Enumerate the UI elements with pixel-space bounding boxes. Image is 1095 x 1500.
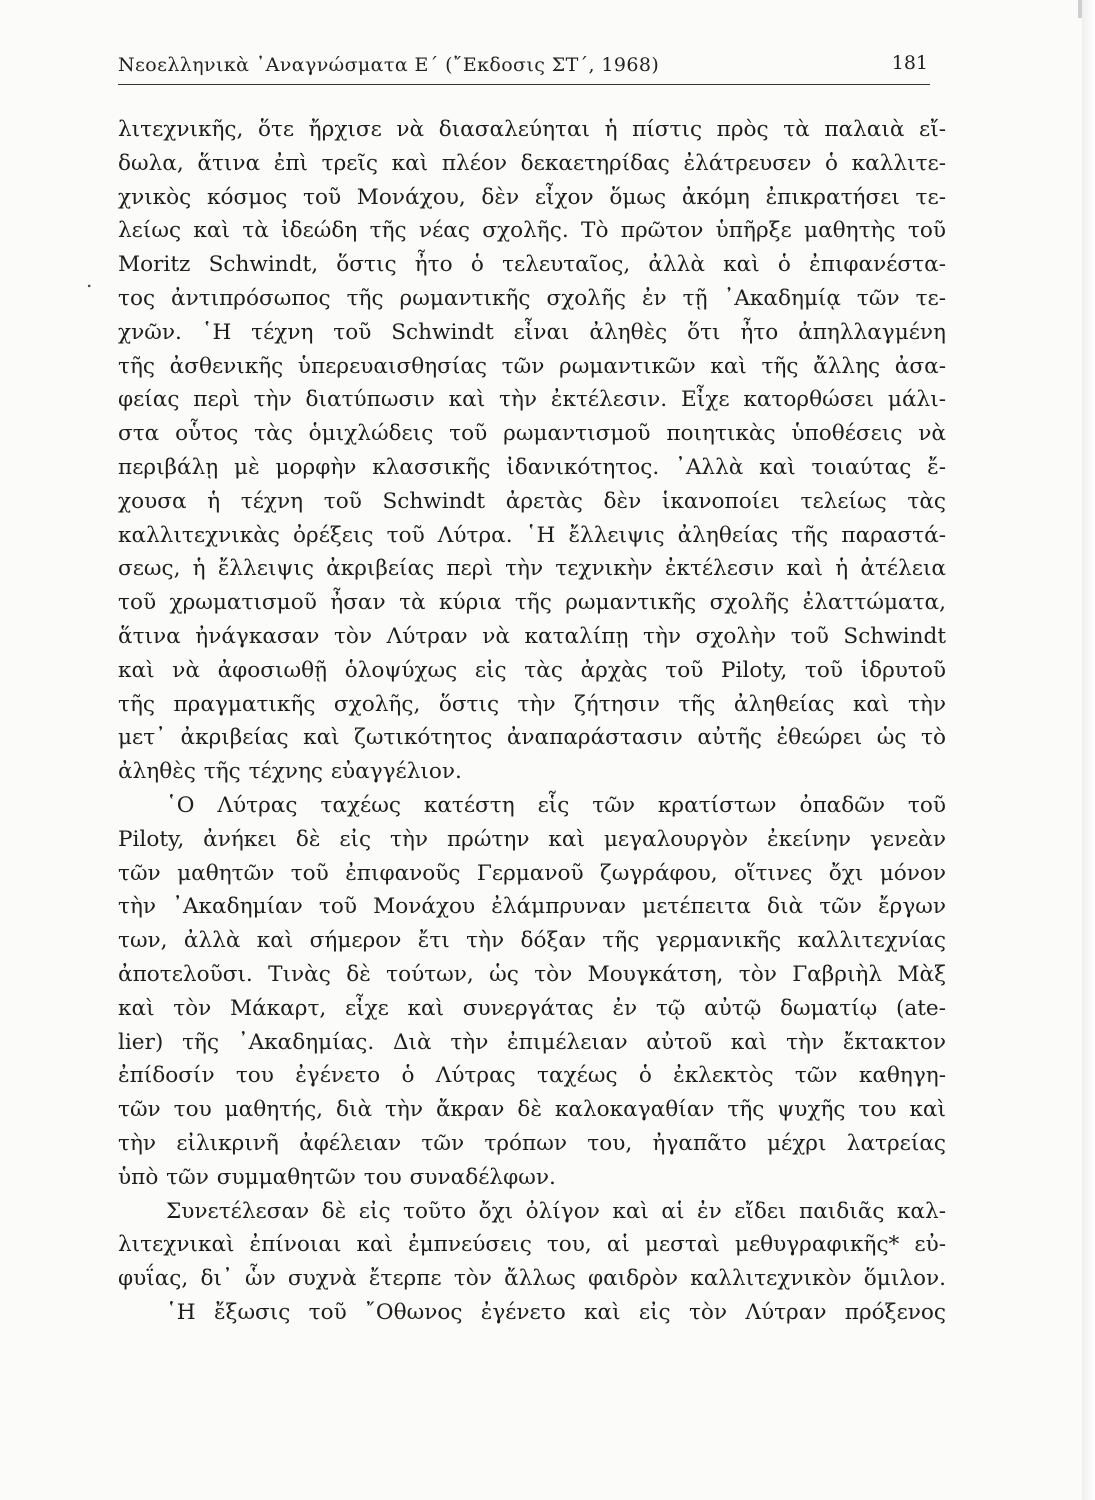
margin-dot: . bbox=[86, 268, 93, 292]
text-line: τῆς ἀσθενικῆς ὑπερευαισθησίας τῶν ρωμαντικῶν καὶ τῆς ἄλλης ἀσα- bbox=[118, 353, 946, 379]
text-line: τῶν του μαθητής, διὰ τὴν ἄκραν δὲ καλοκαγαθίαν τῆς ψυχῆς του καὶ bbox=[118, 1097, 946, 1123]
text-line: καὶ νὰ ἀφοσιωθῇ ὁλοψύχως εἰς τὰς ἀρχὰς τοῦ Piloty, τοῦ ἱδρυτοῦ bbox=[118, 657, 946, 683]
text-line: Piloty, ἀνήκει δὲ εἰς τὴν πρώτην καὶ μεγαλουργὸν ἐκείνην γενεὰν bbox=[118, 826, 946, 852]
text-line: φυΐας, δι᾿ ὧν συχνὰ ἔτερπε τὸν ἄλλως φαιδρὸν καλλιτεχνικὸν ὅμιλον. bbox=[118, 1266, 946, 1292]
text-line: περιβάλῃ μὲ μορφὴν κλασσικῆς ἰδανικότητος. ᾿Αλλὰ καὶ τοιαύτας ἔ- bbox=[118, 454, 946, 480]
text-line: χουσα ἡ τέχνη τοῦ Schwindt ἀρετὰς δὲν ἱκανοποίει τελείως τὰς bbox=[118, 488, 946, 514]
page-number: 181 bbox=[891, 52, 928, 74]
text-line: στα οὗτος τὰς ὁμιχλώδεις τοῦ ρωμαντισμοῦ ποιητικὰς ὑποθέσεις νὰ bbox=[118, 421, 946, 447]
text-line: ἐπίδοσίν του ἐγένετο ὁ Λύτρας ταχέως ὁ ἐκλεκτὸς τῶν καθηγη- bbox=[118, 1063, 946, 1089]
text-line: ἀποτελοῦσι. Τινὰς δὲ τούτων, ὡς τὸν Μουγκάτση, τὸν Γαβριὴλ Μὰξ bbox=[118, 961, 946, 987]
text-line: τὴν ᾿Ακαδημίαν τοῦ Μονάχου ἐλάμπρυναν μετέπειτα διὰ τῶν ἔργων bbox=[118, 894, 946, 920]
text-line: λιτεχνικῆς, ὅτε ἤρχισε νὰ διασαλεύηται ἡ πίστις πρὸς τὰ παλαιὰ εἴ- bbox=[118, 117, 946, 142]
text-line: Συνετέλεσαν δὲ εἰς τοῦτο ὄχι ὀλίγον καὶ αἱ ἐν εἴδει παιδιᾶς καλ- bbox=[166, 1198, 946, 1224]
text-line: τῆς πραγματικῆς σχολῆς, ὅστις τὴν ζήτησιν τῆς ἀληθείας καὶ τὴν bbox=[118, 691, 946, 717]
text-line: τοῦ χρωματισμοῦ ἦσαν τὰ κύρια τῆς ρωμαντικῆς σχολῆς ἐλαττώματα, bbox=[118, 590, 946, 616]
text-line: των, ἀλλὰ καὶ σήμερον ἔτι τὴν δόξαν τῆς γερμανικῆς καλλιτεχνίας bbox=[118, 928, 946, 954]
text-line: ἀληθὲς τῆς τέχνης εὐαγγέλιον. bbox=[118, 759, 462, 785]
text-line: τος ἀντιπρόσωπος τῆς ρωμαντικῆς σχολῆς ἐν τῇ ᾿Ακαδημίᾳ τῶν τε- bbox=[118, 285, 946, 311]
text-line: καὶ τὸν Μάκαρτ, εἶχε καὶ συνεργάτας ἐν τῷ αὐτῷ δωματίῳ (ate- bbox=[118, 995, 946, 1021]
header-title: Νεοελληνικὰ ᾿Αναγνώσματα Ε΄ (῎Εκδοσις ΣΤ΄, 1968) bbox=[118, 54, 660, 76]
text-line: τὴν εἰλικρινῆ ἀφέλειαν τῶν τρόπων του, ἠγαπᾶτο μέχρι λατρείας bbox=[118, 1130, 946, 1156]
running-header bbox=[118, 40, 930, 85]
text-line: χνῶν. ῾Η τέχνη τοῦ Schwindt εἶναι ἀληθὲς ὅτι ἦτο ἀπηλλαγμένη bbox=[118, 319, 946, 345]
body-text bbox=[118, 113, 946, 1330]
text-line: ῾Ο Λύτρας ταχέως κατέστη εἷς τῶν κρατίστων ὀπαδῶν τοῦ bbox=[166, 792, 946, 818]
text-line: ὑπὸ τῶν συμμαθητῶν του συναδέλφων. bbox=[118, 1164, 556, 1190]
text-line: καλλιτεχνικὰς ὀρέξεις τοῦ Λύτρα. ῾Η ἔλλειψις ἀληθείας τῆς παραστά- bbox=[118, 522, 946, 548]
page-edge bbox=[1082, 0, 1095, 1500]
text-line: μετ᾿ ἀκριβείας καὶ ζωτικότητος ἀναπαράστασιν αὐτῆς ἐθεώρει ὡς τὸ bbox=[118, 725, 946, 751]
text-line: λείως καὶ τὰ ἰδεώδη τῆς νέας σχολῆς. Τὸ πρῶτον ὑπῆρξε μαθητὴς τοῦ bbox=[118, 218, 946, 244]
text-line: ῾Η ἔξωσις τοῦ ῎Οθωνος ἐγένετο καὶ εἰς τὸν Λύτραν πρόξενος bbox=[166, 1299, 946, 1325]
text-line: Moritz Schwindt, ὅστις ἦτο ὁ τελευταῖος, ἀλλὰ καὶ ὁ ἐπιφανέστα- bbox=[118, 252, 946, 278]
text-line: φείας περὶ τὴν διατύπωσιν καὶ τὴν ἐκτέλεσιν. Εἶχε κατορθώσει μάλι- bbox=[118, 387, 946, 413]
text-line: χνικὸς κόσμος τοῦ Μονάχου, δὲν εἶχον ὅμως ἀκόμη ἐπικρατήσει τε- bbox=[118, 184, 946, 210]
text-line: τῶν μαθητῶν τοῦ ἐπιφανοῦς Γερμανοῦ ζωγράφου, οἵτινες ὄχι μόνον bbox=[118, 860, 946, 886]
text-line: δωλα, ἅτινα ἐπὶ τρεῖς καὶ πλέον δεκαετηρίδας ἐλάτρευσεν ὁ καλλιτε- bbox=[118, 150, 946, 176]
text-line: ἅτινα ἠνάγκασαν τὸν Λύτραν νὰ καταλίπῃ τὴν σχολὴν τοῦ Schwindt bbox=[118, 623, 946, 649]
page-edge-mark bbox=[1078, 0, 1082, 18]
text-line: σεως, ἡ ἔλλειψις ἀκριβείας περὶ τὴν τεχνικὴν ἐκτέλεσιν καὶ ἡ ἀτέλεια bbox=[118, 556, 946, 582]
text-line: λιτεχνικαὶ ἐπίνοιαι καὶ ἐμπνεύσεις του, αἱ μεσταὶ μεθυγραφικῆς* εὐ- bbox=[118, 1232, 946, 1258]
text-line: lier) τῆς ᾿Ακαδημίας. Διὰ τὴν ἐπιμέλειαν αὐτοῦ καὶ τὴν ἔκτακτον bbox=[118, 1029, 946, 1055]
